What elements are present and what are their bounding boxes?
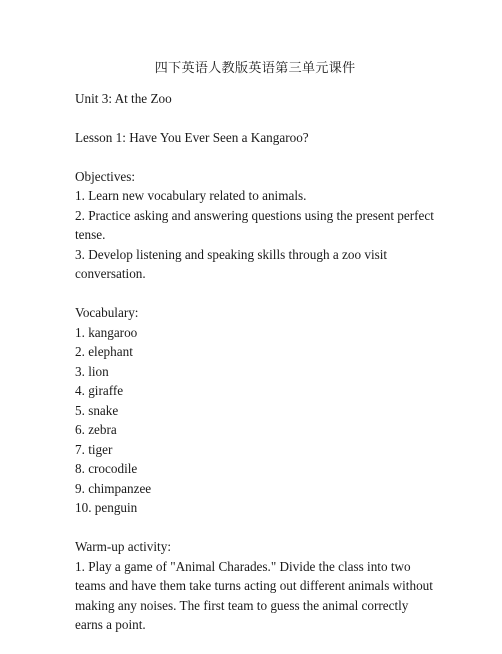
warmup-heading: Warm-up activity:: [75, 539, 171, 554]
vocabulary-item: 6. zebra: [75, 422, 117, 437]
document-content: [75, 58, 435, 654]
vocabulary-item: 3. lion: [75, 363, 109, 379]
vocabulary-item: 4. giraffe: [75, 383, 124, 398]
objectives-heading: Objectives:: [75, 168, 136, 184]
vocabulary-section: [75, 303, 435, 518]
vocabulary-item: 8. crocodile: [75, 461, 138, 476]
vocabulary-item: 1. kangaroo: [75, 324, 138, 340]
vocabulary-list: [75, 323, 435, 518]
warmup-list: [75, 557, 435, 635]
vocabulary-item: 7. tiger: [75, 441, 113, 457]
objective-item: 3. Develop listening and speaking skills through a zoo visit conversation.: [75, 246, 388, 281]
vocabulary-item: 10. penguin: [75, 500, 138, 515]
objective-item: 2. Practice asking and answering questions using the present perfect tense.: [75, 207, 434, 242]
objective-item: 1. Learn new vocabulary related to animals.: [75, 188, 307, 203]
vocabulary-item: 2. elephant: [75, 344, 133, 359]
lesson-heading: Lesson 1: Have You Ever Seen a Kangaroo?: [75, 129, 309, 145]
warmup-section: [75, 537, 435, 635]
document-title: 四下英语人教版英语第三单元课件: [154, 60, 356, 75]
unit-heading: Unit 3: At the Zoo: [75, 90, 172, 106]
warmup-item: 1. Play a game of "Animal Charades." Divide the class into two teams and have them take turns acting out different animals without making any noises. The first team to guess the animal correctly earns a point.: [75, 558, 433, 632]
vocabulary-heading: Vocabulary:: [75, 305, 139, 320]
objectives-list: [75, 186, 435, 284]
vocabulary-item: 9. chimpanzee: [75, 480, 152, 496]
vocabulary-item: 5. snake: [75, 402, 119, 418]
objectives-section: [75, 167, 435, 284]
